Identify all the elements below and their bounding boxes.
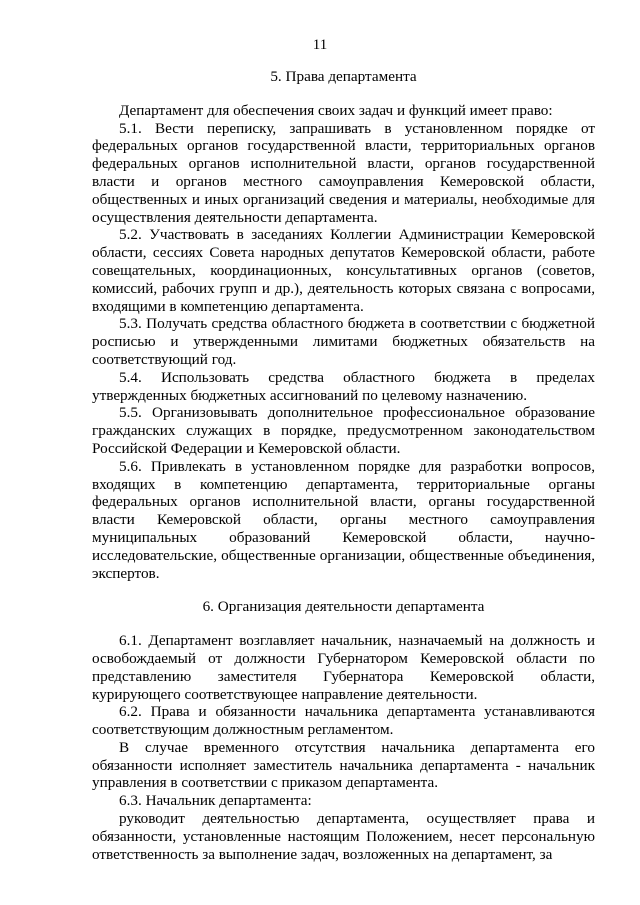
clause-6-2: 6.2. Права и обязанности начальника департамента устанавливаются соответствующим должностным регламентом. (92, 703, 595, 739)
clause-6-3-duty: руководит деятельностью департамента, осуществляет права и обязанности, установленные настоящим Положением, несет персональную ответственность за выполнение задач, возложенных на департамент, за (92, 810, 595, 863)
clause-5-5: 5.5. Организовывать дополнительное профессиональное образование гражданских служащих в порядке, предусмотренном законодательством Российской Федерации и Кемеровской области. (92, 404, 595, 457)
section-5-title: 5. Права департамента (270, 68, 417, 85)
page-number: 11 (312, 37, 328, 53)
clause-5-6: 5.6. Привлекать в установленном порядке для разработки вопросов, входящих в компетенцию департамента, территориальные органы федеральных органов исполнительной власти, органы государственной власти Кемеровской области, органы местного самоуправления муниципальных образований Кемеровской области, научно-исследовательские, общественные организации, общественные объединения, экспертов. (92, 457, 595, 582)
clause-6-3: 6.3. Начальник департамента: (119, 792, 312, 810)
document-body (92, 68, 595, 863)
clause-5-3: 5.3. Получать средства областного бюджета в соответствии с бюджетной росписью и утвержденными лимитами бюджетных обязательств на соответствующий год. (92, 315, 595, 368)
clause-6-1: 6.1. Департамент возглавляет начальник, назначаемый на должность и освобождаемый от должности Губернатором Кемеровской области по представлению заместителя Губернатора Кемеровской области, курирующего соответствующее направление деятельности. (92, 632, 595, 703)
clause-5-1: 5.1. Вести переписку, запрашивать в установленном порядке от федеральных органов государственной власти, территориальных органов федеральных органов исполнительной власти, органов государственной власти и органов местного самоуправления Кемеровской области, общественных и иных организаций сведения и материалы, необходимые для осуществления деятельности департамента. (92, 119, 595, 226)
clause-5-4: 5.4. Использовать средства областного бюджета в пределах утвержденных бюджетных ассигнований по целевому назначению. (92, 368, 595, 404)
section-6-title: 6. Организация деятельности департамента (202, 598, 485, 616)
clause-5-2: 5.2. Участвовать в заседаниях Коллегии Администрации Кемеровской области, сессиях Совета народных депутатов Кемеровской области, работе совещательных, координационных, консультативных органов (советов, комиссий, рабочих групп и др.), деятельность которых связана с вопросами, входящими в компетенцию департамента. (92, 226, 595, 315)
section-5-intro: Департамент для обеспечения своих задач и функций имеет право: (119, 101, 553, 119)
clause-6-2-continuation: В случае временного отсутствия начальника департамента его обязанности исполняет заместитель начальника департамента - начальник управления в соответствии с приказом департамента. (92, 738, 595, 792)
